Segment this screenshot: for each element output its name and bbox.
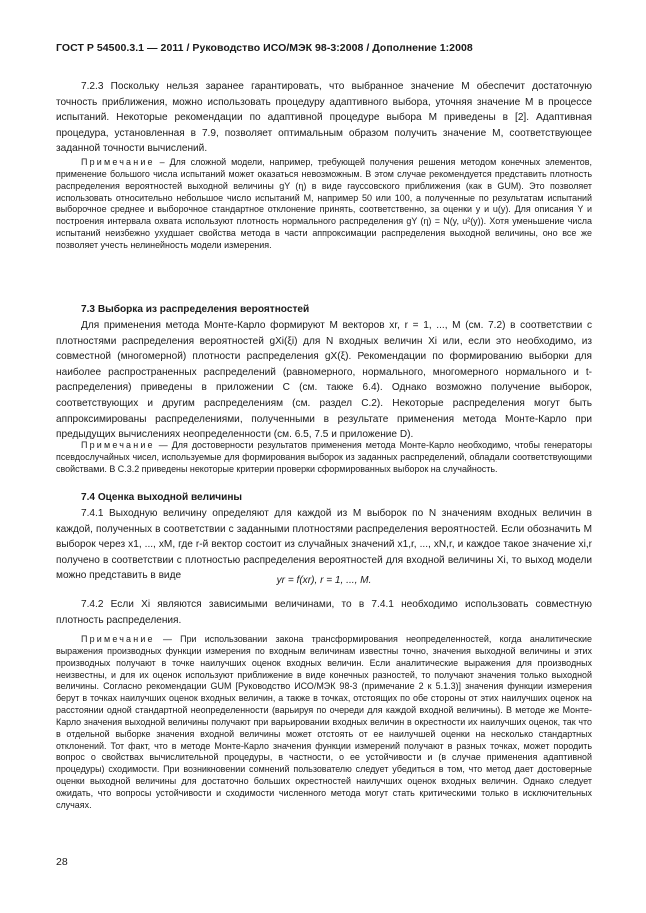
note-3-text: — При использовании закона трансформирования неопределенностей, когда аналитические выражения производных функции измерения по входным величинам известны точно, значения выходной величины и этих производных получают в точке наилучших оценок входных величин. Если аналитические выражения для производных неизвестны, и для их оценок используют приближение в виде конечных разностей, то получают значения только выходной величины. Согласно рекомендации GUM [Руководство ИСО/МЭК 98-3 (примечание 2 к 5.1.3)] значения функции измерения берут в точках наилучших оценок входных величин, а также в точках, отстоящих по обе стороны от этих наилучших оценок на расстоянии одной стандартной неопределенности (варьируя по очереди для каждой входной величины). В методе же Монте-Карло значения выходной величины получают при варьировании входных величин в окрестности их наилучших оценок, так что в отдельной выборке значения входной величины может отстоять от ее наилучшей оценки на несколько стандартных отклонений. Тот факт, что в методе Монте-Карло значения функции измерений получают в разных точках, может породить вопрос о свойствах вычислительной процедуры, в частности, о ее устойчивости и (в случае применения адаптивной процедуры) сходимости. При возникновении сомнений пользователю следует убедиться в том, что метод дает достоверные оценки выходной величины для достаточно больших окрестностей наилучших оценок входных величин. Однако следует ожидать, что вопросы устойчивости и сходимости численного метода могут стать критическими только в исключительных случаях. (56, 634, 592, 810)
note-1-text: – Для сложной модели, например, требующей получения решения методом конечных элементов, применение большого числа испытаний может оказаться невозможным. В этом случае рекомендуется представить плотность распределения вероятностей выходной величины gY (η) в виде гауссовского приближения (как в GUM). Это позволяет использовать относительно небольшое число испытаний M, например 50 или 100, а полученные по результатам испытаний выборочное среднее и выборочное стандартное отклонение принять, соответственно, за оценки y и u(y). Для описания Y и построения интервала охвата используют плотность нормального распределения gY (η) = N(y, u²(y)). Хотя уменьшение числа испытаний неизбежно ухудшает свойства метода в части аппроксимации распределения выходной величины, оно все же позволяет учесть нелинейность модели измерения. (56, 157, 592, 250)
note-2-text: — Для достоверности результатов применения метода Монте-Карло необходимо, чтобы генераторы псевдослучайных чисел, используемые для формирования выборок из заданных распределений, обладали соответствующими свойствами. В С.3.2 приведены некоторые критерии проверки сформированных выборок на случайность. (56, 440, 592, 474)
section-7-3 (56, 303, 592, 443)
paragraph-7-4-2 (56, 597, 592, 628)
page-header: ГОСТ Р 54500.3.1 — 2011 / Руководство ИСО/МЭК 98-3:2008 / Дополнение 1:2008 (56, 42, 473, 54)
note-1-label: Примечание (81, 157, 155, 167)
page-number: 28 (56, 856, 68, 868)
paragraph-7-3-text: Для применения метода Монте-Карло формируют M векторов xr, r = 1, ..., M (см. 7.2) в соответствии с плотностями распределения вероятностей gXi(ξi) для N входных величин Xi или, если это необходимо, из совместной (многомерной) плотности распределения gX(ξ). Рекомендации по формированию выборки для наиболее распространенных распределений (равномерного, нормального, многомерного нормального и t-распределения) приведены в приложении С (см. также 6.4). Однако возможно получение выборок, соответствующих и другим распределениям (см. раздел С.2). Некоторые распределения могут быть аппроксимированы распределениями, полученными в результате применения метода Монте-Карло при предыдущих вычислениях неопределенности (см. 6.5, 7.5 и приложение D). (56, 320, 592, 441)
heading-7-4: 7.4 Оценка выходной величины (81, 492, 243, 503)
note-2 (56, 440, 592, 476)
note-3 (56, 634, 592, 812)
formula-yr: yr = f(xr), r = 1, ..., M. (276, 575, 372, 586)
heading-7-3: 7.3 Выборка из распределения вероятностей (81, 304, 310, 315)
section-7-4 (56, 491, 592, 584)
note-3-label: Примечание (81, 634, 155, 644)
paragraph-7-2-3 (56, 79, 592, 157)
formula-block (56, 573, 592, 588)
paragraph-7-4-2-text: 7.4.2 Если Xi являются зависимыми величинами, то в 7.4.1 необходимо использовать совместную плотность распределения. (56, 599, 592, 626)
paragraph-7-4-1-text: 7.4.1 Выходную величину определяют для каждой из M выборок по N значениям входных величин в каждой, полученных в соответствии с заданными плотностями распределения вероятностей. Если обозначить M выборок через x1, ..., xM, где r-й вектор состоит из случайных значений x1,r, ..., xN,r, и каждое такое значение xi,r получено в соответствии с плотностью распределения вероятностей для входной величины Xi, то выход модели можно представить в виде (56, 508, 592, 582)
paragraph-7-2-3-text: 7.2.3 Поскольку нельзя заранее гарантировать, что выбранное значение M обеспечит достаточную точность приближения, можно использовать процедуру адаптивного выбора, уточняя значение M в процессе испытаний. Некоторые рекомендации по адаптивной процедуре выбора M приведены в [2]. Адаптивная процедура, установленная в 7.9, позволяет оптимальным образом получить значение M, соответствующее заданной точности вычислений. (56, 81, 592, 155)
note-2-label: Примечание (81, 440, 155, 450)
note-1 (56, 157, 592, 252)
